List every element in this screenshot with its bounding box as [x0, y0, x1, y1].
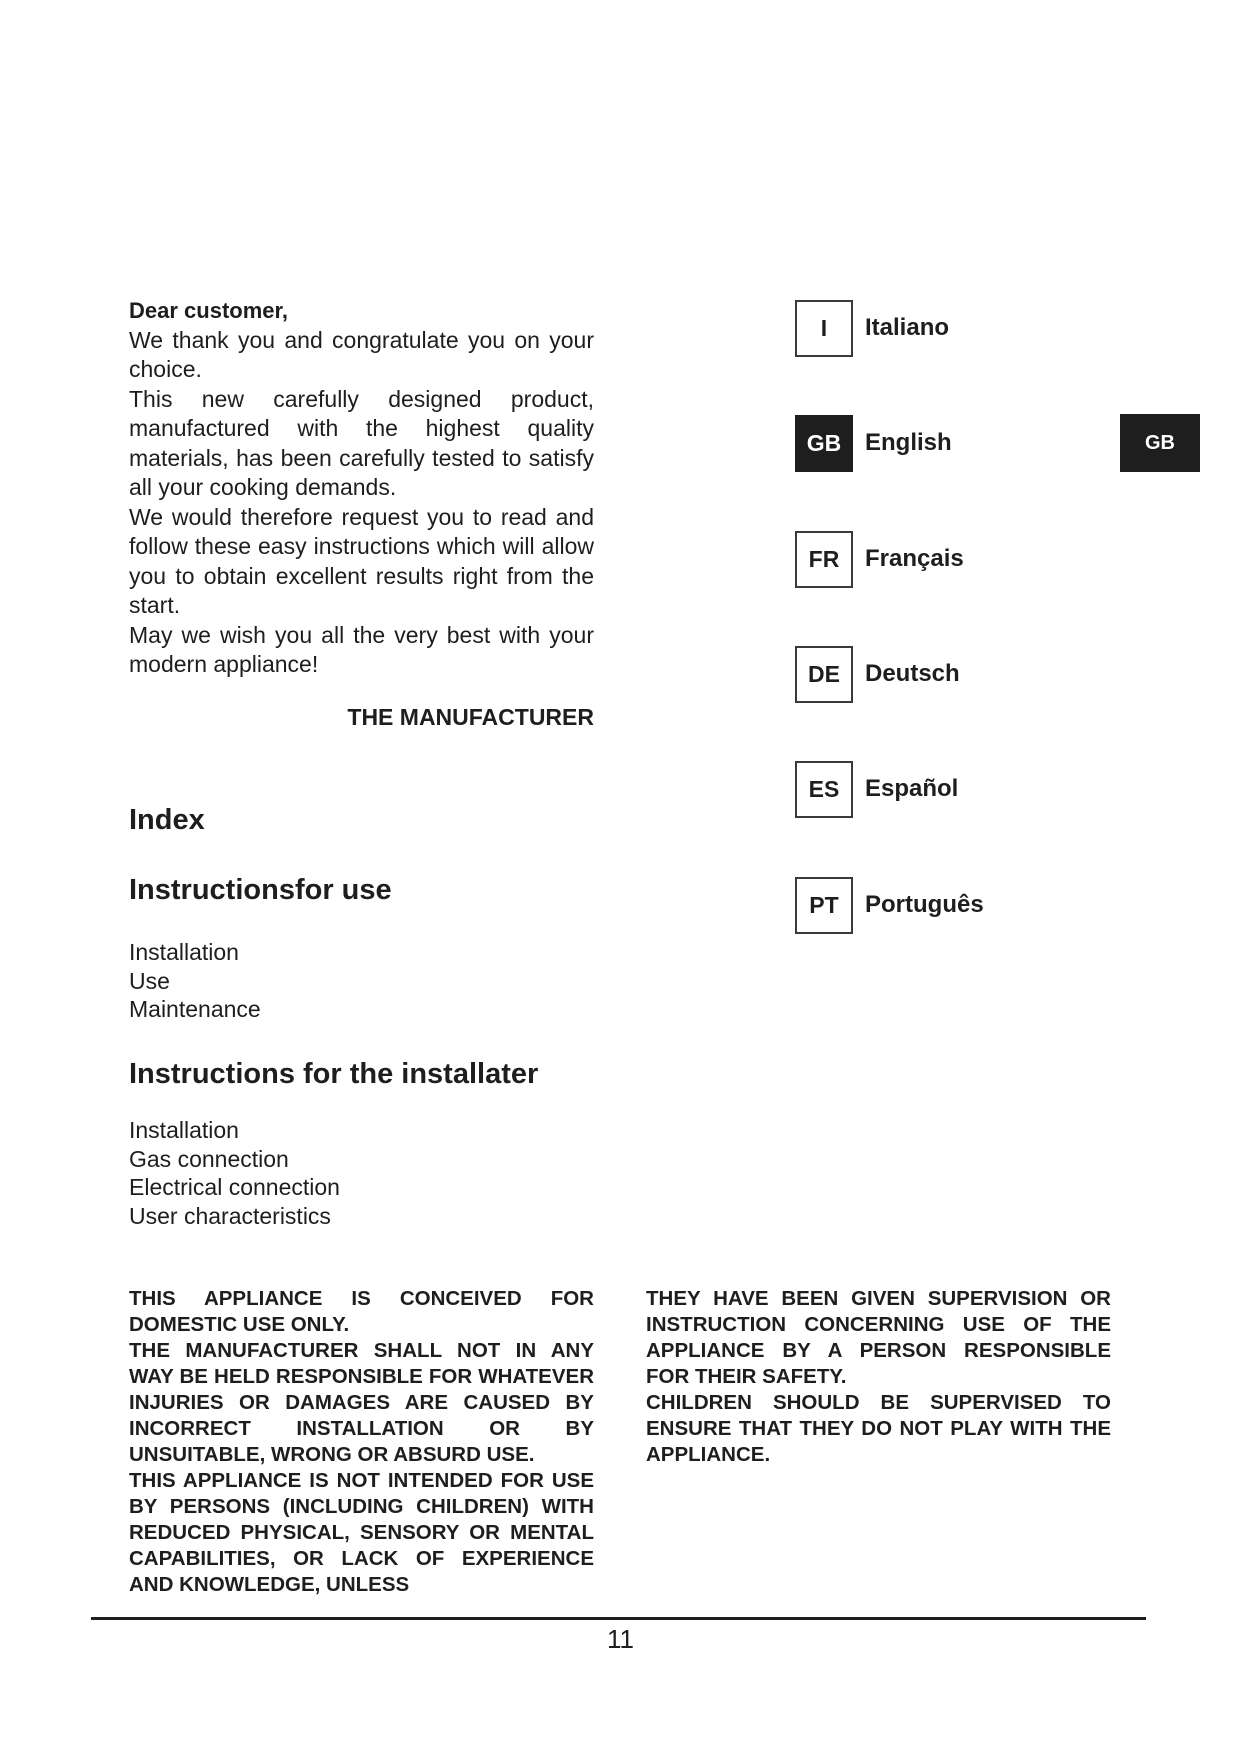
index-item: Electrical connection: [129, 1174, 340, 1200]
use-instructions-heading: Instructionsfor use: [129, 874, 392, 906]
language-espanol[interactable]: [795, 761, 1055, 818]
language-name: Français: [865, 545, 964, 572]
language-code-box: PT: [795, 877, 853, 934]
language-side-tab: GB: [1120, 414, 1200, 472]
language-code-box: DE: [795, 646, 853, 703]
language-name: Italiano: [865, 314, 950, 341]
warning-paragraph: THEY HAVE BEEN GIVEN SUPERVISION OR INSTRUCTION CONCERNING USE OF THE APPLIANCE BY A PERSON RESPONSIBLE FOR THEIR SAFETY.: [646, 1287, 1111, 1388]
language-code-box: GB: [795, 415, 853, 472]
language-name: Deutsch: [865, 660, 960, 687]
warning-paragraph: THIS APPLIANCE IS CONCEIVED FOR DOMESTIC USE ONLY.: [129, 1287, 594, 1336]
index-item: Maintenance: [129, 996, 261, 1022]
language-name: Português: [865, 891, 984, 918]
footer-divider: [91, 1617, 1146, 1620]
index-title: Index: [129, 804, 205, 836]
safety-warning-left: [129, 1286, 594, 1598]
intro-paragraph: This new carefully designed product, manufactured with the highest quality materials, has been carefully tested to satisfy all your cooking demands.: [129, 385, 594, 500]
use-instructions-list: [129, 938, 261, 1024]
language-code-box: ES: [795, 761, 853, 818]
greeting: Dear customer,: [129, 298, 288, 323]
language-name: Español: [865, 775, 959, 802]
page-number: 11: [607, 1624, 634, 1654]
language-code-box: I: [795, 300, 853, 357]
warning-paragraph: CHILDREN SHOULD BE SUPERVISED TO ENSURE THAT THEY DO NOT PLAY WITH THE APPLIANCE.: [646, 1391, 1111, 1466]
warning-paragraph: THIS APPLIANCE IS NOT INTENDED FOR USE BY PERSONS (INCLUDING CHILDREN) WITH REDUCED PHYSICAL, SENSORY OR MENTAL CAPABILITIES, OR LACK OF EXPERIENCE AND KNOWLEDGE, UNLESS: [129, 1469, 594, 1596]
intro-paragraph: May we wish you all the very best with your modern appliance!: [129, 621, 594, 677]
index-item: Gas connection: [129, 1145, 289, 1172]
installer-instructions-heading: Instructions for the installater: [129, 1058, 539, 1090]
language-italiano[interactable]: [795, 300, 1055, 357]
language-code-box: FR: [795, 531, 853, 588]
index-item: Installation: [129, 1117, 239, 1143]
safety-warning-right: [646, 1286, 1111, 1468]
intro-letter: [129, 296, 594, 680]
language-name: English: [865, 429, 952, 456]
language-english[interactable]: [795, 415, 1055, 472]
manufacturer-signature: THE MANUFACTURER: [347, 704, 594, 730]
installer-instructions-list: [129, 1116, 340, 1230]
language-francais[interactable]: [795, 531, 1055, 588]
index-item: Use: [129, 967, 170, 994]
index-item: User characteristics: [129, 1202, 331, 1229]
language-portugues[interactable]: [795, 877, 1055, 934]
language-deutsch[interactable]: [795, 646, 1055, 703]
intro-paragraph: We thank you and congratulate you on your choice.: [129, 326, 594, 382]
index-item: Installation: [129, 939, 239, 965]
intro-paragraph: We would therefore request you to read and follow these easy instructions which will allow you to obtain excellent results right from the start.: [129, 503, 594, 618]
warning-paragraph: THE MANUFACTURER SHALL NOT IN ANY WAY BE HELD RESPONSIBLE FOR WHATEVER INJURIES OR DAMAGES ARE CAUSED BY INCORRECT INSTALLATION OR BY UNSUITABLE, WRONG OR ABSURD USE.: [129, 1339, 594, 1466]
